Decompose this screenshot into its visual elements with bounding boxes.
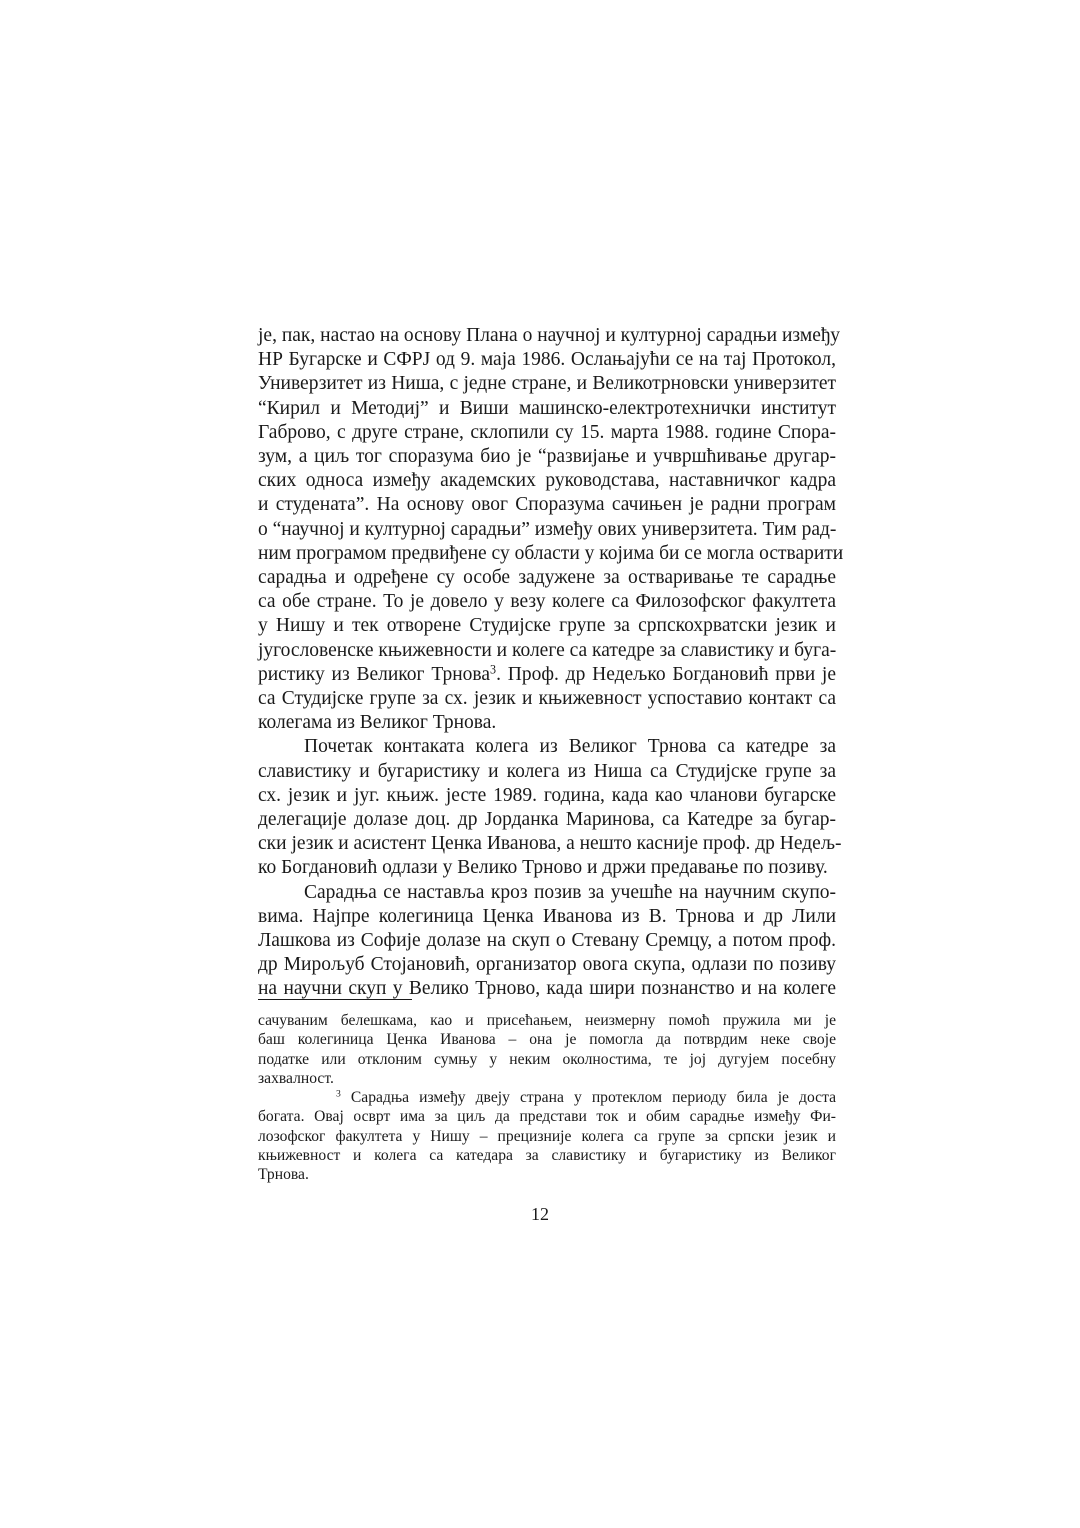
text-line: на научни скуп у Велико Трново, када шири познанство и на колеге: [258, 978, 836, 1000]
footnote-line: сачуваним белешкама, као и присећањем, неизмерну помоћ пружила ми је: [258, 1012, 836, 1029]
text-line: др Мирољуб Стојановић, организатор овога скупа, одлази по позиву: [258, 954, 836, 976]
text-line: ним програмом предвиђене су области у којима би се могла остварити: [258, 542, 844, 564]
text-line: са обе стране. То је довело у везу колеге са Филозофског факултета: [258, 591, 836, 613]
text-line: колегама из Великог Трнова.: [258, 712, 497, 734]
footnote-line: књижевност и колега са катедара за славистику и бугаристику из Великог: [258, 1147, 836, 1165]
footnote-line: [258, 1088, 836, 1107]
text-line: сарадња и одређене су особе задужене за остваривање те сарадње: [258, 567, 836, 589]
footnotes: [258, 1011, 836, 1185]
text-fragment: Сарадња између двеју страна у протеклом периоду била је доста: [340, 1089, 836, 1107]
text-line: “Кирил и Методиј” и Виши машинско-електротехнички институт: [258, 397, 836, 419]
paragraph-3: [258, 881, 836, 1002]
main-text: [258, 324, 844, 1002]
paragraph-1: [258, 324, 844, 735]
text-line: ских односа између академских руководстава, наставничког кадра: [258, 470, 836, 492]
text-line: Сарадња се наставља кроз позив за учешће на научним скупо-: [304, 881, 836, 903]
footnote-continued: [258, 1011, 836, 1088]
text-line: НР Бугарске и СФРЈ од 9. маја 1986. Ослањајући се на тај Протокол,: [258, 349, 836, 371]
footnote-line: Трнова.: [258, 1166, 309, 1184]
text-line: зум, а циљ тог споразума био је “развијање и учвршћивање другар-: [258, 446, 836, 468]
text-fragment: ристику из Великог Трнова: [258, 663, 491, 685]
text-line: Лашкова из Софије долазе на скуп о Стевану Сремцу, а потом проф.: [258, 930, 836, 952]
text-line: делегације долазе доц. др Јорданка Маринова, са Катедре за бугар-: [258, 809, 836, 831]
footnote-line: захвалност.: [258, 1069, 334, 1087]
footnote-line: податке или отклоним сумњу у неким околностима, те јој дугујем посебну: [258, 1050, 836, 1068]
text-line: сх. језик и југ. књиж. јесте 1989. година, када као чланови бугарске: [258, 784, 836, 806]
text-line: југословенске књижевности и колеге са катедре за славистику и буга-: [258, 639, 837, 661]
text-fragment: . Проф. др Недељко Богдановић први је: [496, 663, 837, 685]
text-line: у Нишу и тек отворене Студијске групе за српскохрватски језик и: [258, 615, 836, 637]
text-line: је, пак, настао на основу Плана о научној и културној сарадњи између: [258, 325, 841, 346]
page-number: 12: [531, 1204, 549, 1224]
footnote-3: [258, 1088, 836, 1184]
text-line: и студената”. На основу овог Споразума сачињен је радни програм: [258, 494, 836, 516]
text-line: славистику и бугаристику и колега из Ниша са Студијске групе за: [258, 760, 836, 782]
text-line-with-footnote: [258, 663, 836, 687]
text-line: Габрово, с друге стране, склопили су 15. марта 1988. године Спора-: [258, 421, 836, 443]
footnote-line: лозофског факултета у Нишу – прецизније колега са групе за српски језик и: [258, 1127, 836, 1145]
footnote-line: баш колегиница Ценка Иванова – она је помогла да потврдим неке своје: [258, 1031, 836, 1049]
footnote-marker: 3: [336, 1088, 341, 1100]
text-line: Почетак контаката колега из Великог Трнова са катедре за: [304, 736, 836, 758]
text-line: вима. Најпре колегиница Ценка Иванова из В. Трнова и др Лили: [258, 905, 836, 927]
text-line: са Студијске групе за сх. језик и књижевност успоставио контакт са: [258, 688, 836, 710]
text-line: ко Богдановић одлази у Велико Трново и држи предавање по позиву.: [258, 857, 828, 879]
paragraph-2: [258, 735, 842, 880]
footnote-line: богата. Овај осврт има за циљ да представи ток и обим сарадње између Фи-: [258, 1108, 836, 1126]
text-line: о “научној и културној сарадњи” између ових универзитета. Тим рад-: [258, 518, 837, 540]
text-line: Универзитет из Ниша, с једне стране, и Великотрновски универзитет: [258, 373, 836, 395]
footnote-separator: [258, 999, 412, 1000]
footnote-reference: 3: [490, 662, 497, 677]
text-line: ски језик и асистент Ценка Иванова, а нешто касније проф. др Недељ-: [258, 833, 842, 855]
